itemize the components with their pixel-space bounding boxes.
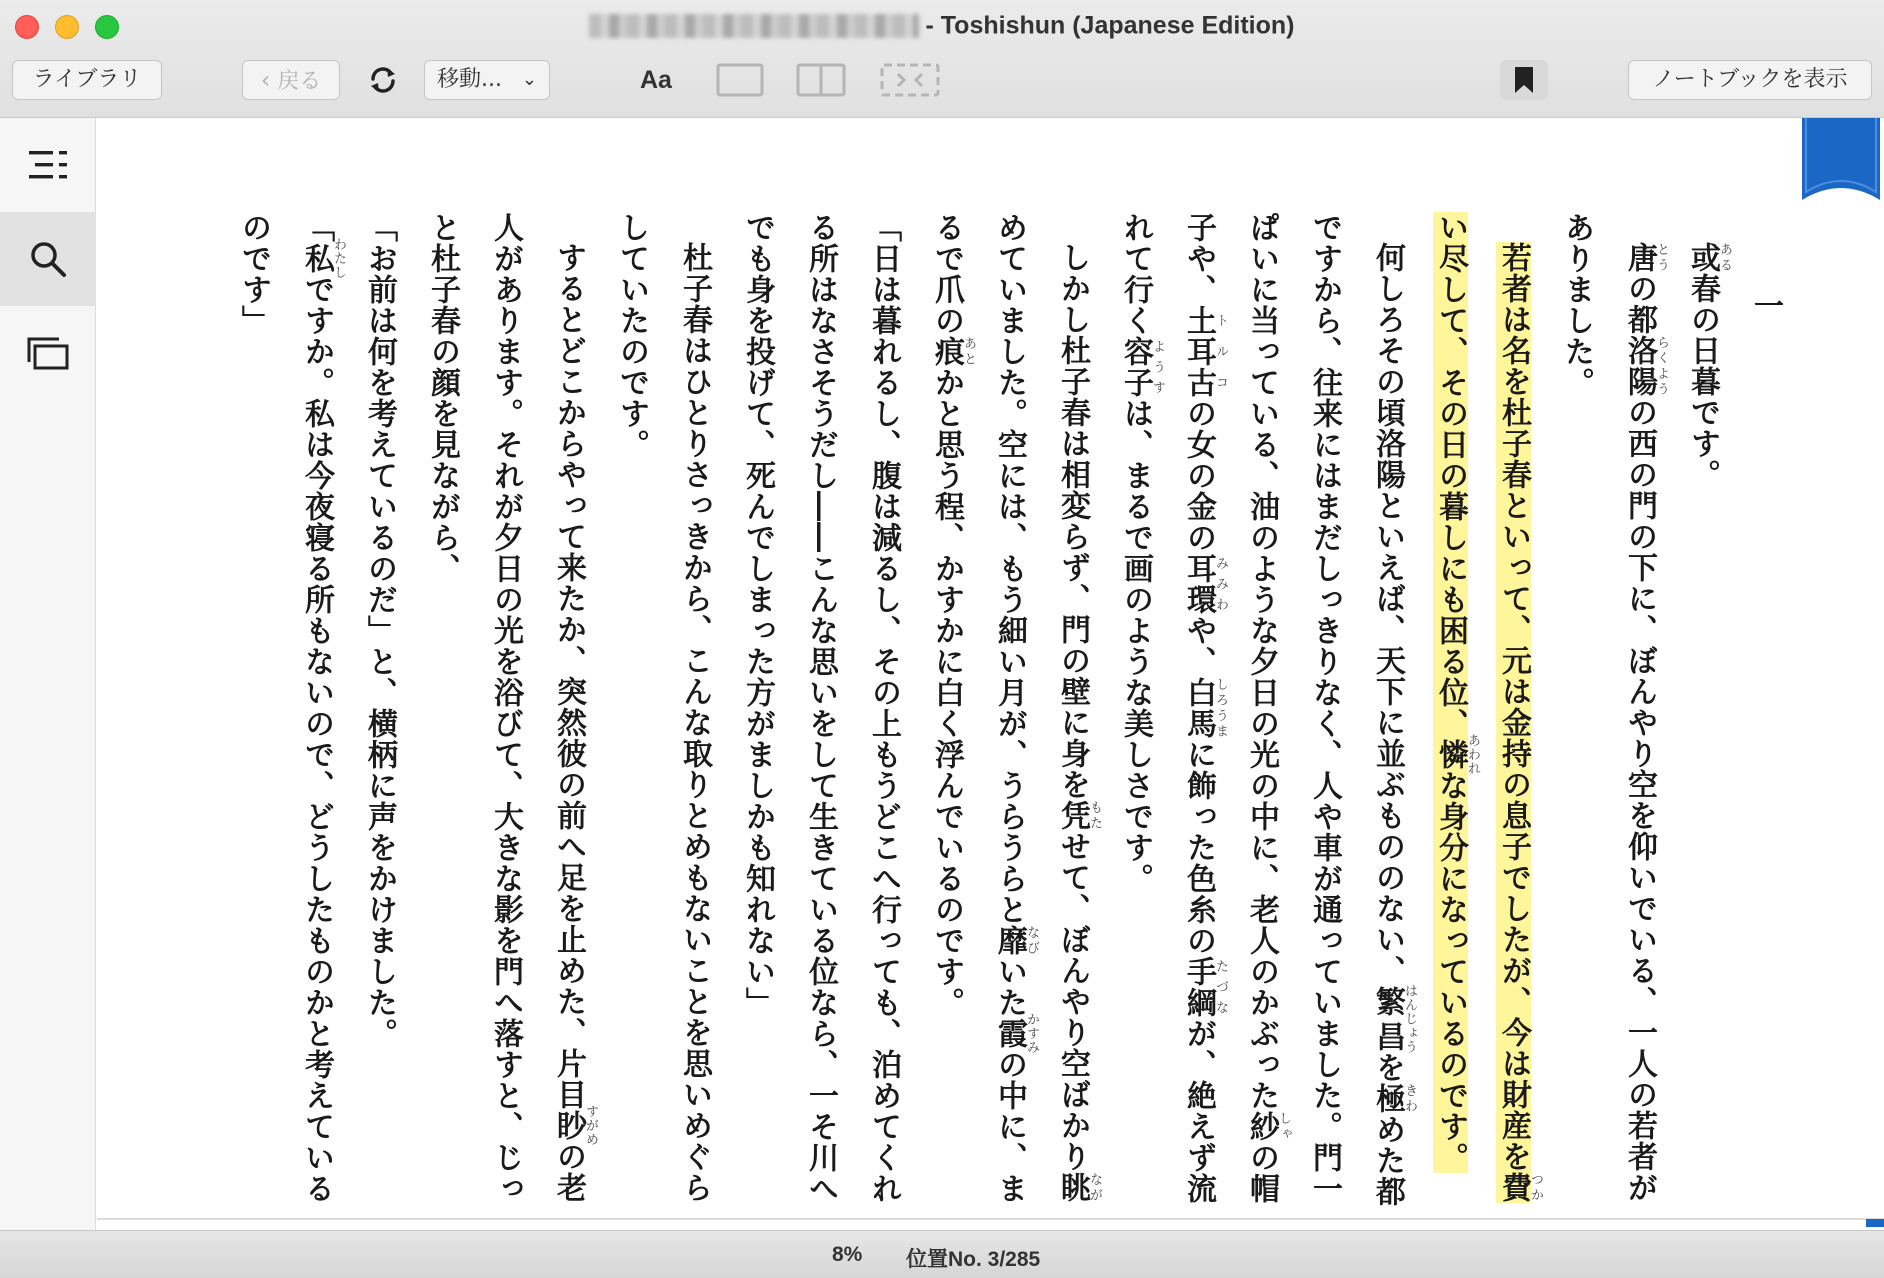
redacted-author bbox=[589, 14, 919, 38]
window-title: - Toshishun (Japanese Edition) bbox=[0, 10, 1884, 41]
chevron-down-icon: ⌄ bbox=[521, 69, 537, 90]
goto-menu-button[interactable] bbox=[424, 60, 550, 100]
font-settings-button[interactable]: Aa bbox=[640, 66, 672, 94]
search-icon bbox=[29, 240, 67, 278]
chevron-left-icon: ‹ bbox=[260, 66, 271, 94]
search-button[interactable] bbox=[0, 212, 96, 306]
reading-page[interactable] bbox=[97, 118, 1884, 1230]
progress-percent: 8% bbox=[832, 1243, 863, 1266]
paragraph: 杜子春はひとりさっきから、こんな取りとめもないことを思いめぐらしていたのです。 bbox=[614, 212, 712, 1203]
single-page-view-icon[interactable] bbox=[716, 62, 764, 98]
paragraph: するとどこからやって来たか、突然彼の前へ足を止めた、片目眇すがめの老人があります。それが夕日の光を浴びて、大きな影を門へ落すと、じっと杜子春の顔を見ながら、 bbox=[425, 212, 598, 1204]
chapter-number: 一 bbox=[1748, 290, 1783, 321]
two-page-view-icon[interactable] bbox=[796, 62, 846, 98]
scroll-view-icon[interactable] bbox=[880, 62, 940, 98]
reading-progress-marker bbox=[1866, 1219, 1884, 1227]
paragraph: 「お前は何を考えているのだ」と、横柄に声をかけました。 bbox=[362, 212, 397, 1049]
back-button[interactable] bbox=[242, 60, 340, 100]
status-bar bbox=[0, 1230, 1884, 1278]
paragraph: 「日は暮れるし、腹は減るし、その上もうどこへ行っても、泊めてくれる所はなさそうだし――こんな思いをして生きている位なら、一そ川へでも身を投げて、死んでしまった方がましかも知れない」 bbox=[740, 212, 901, 1204]
table-of-contents-icon bbox=[27, 149, 69, 181]
paragraph: 唐とうの都洛陽らくようの西の門の下に、ぼんやり空を仰いでいる、一人の若者がありました。 bbox=[1559, 212, 1669, 1203]
flashcards-icon bbox=[27, 336, 69, 370]
reader-sidebar bbox=[0, 118, 96, 1230]
bookmark-button[interactable] bbox=[1500, 60, 1548, 100]
location-number: 位置No. 3/285 bbox=[906, 1248, 1041, 1271]
show-notebook-button[interactable]: ノートブックを表示 bbox=[1628, 60, 1872, 100]
reading-progress-track[interactable] bbox=[97, 1218, 1884, 1220]
sync-button[interactable] bbox=[364, 62, 402, 98]
paragraph: 何しろその頃洛陽といえば、天下に並ぶもののない、繁昌はんじょうを極きわめた都ですから、往来にはまだしっきりなく、人や車が通っていました。門一ぱいに当っている、油のような夕日の光の中に、老人のかぶった紗しゃの帽子や、土耳古トルコの女の金の耳環みみわや、白馬しろうまに飾った色糸の手綱たづなが、絶えず流れて行く容子ようすは、まるで画のような美しさです。 bbox=[1118, 212, 1417, 1207]
goto-label: 移動... bbox=[437, 67, 502, 92]
bookmark-icon bbox=[1513, 66, 1535, 94]
table-of-contents-button[interactable] bbox=[0, 118, 96, 212]
flashcards-button[interactable] bbox=[0, 306, 96, 400]
vertical-book-text bbox=[229, 212, 1797, 1224]
window-toolbar bbox=[0, 0, 1884, 118]
paragraph: 或ある春の日暮です。 bbox=[1685, 242, 1732, 490]
paragraph: 「私わたしですか。私は今夜寝る所もないので、どうしたものかと考えているのです」 bbox=[236, 212, 346, 1204]
back-label: 戻る bbox=[277, 69, 322, 94]
page-bookmark-ribbon-icon[interactable] bbox=[1802, 118, 1880, 200]
paragraph: しかし杜子春は相変らず、門の壁に身を凭もたせて、ぼんやり空ばかり眺ながめていました。空には、もう細い月が、うらうらと靡なびいた霞かすみの中に、まるで爪の痕あとかと思う程、かすかに白く浮んでいるのです。 bbox=[929, 212, 1102, 1204]
sync-icon bbox=[364, 62, 402, 98]
library-button[interactable]: ライブラリ bbox=[12, 60, 162, 100]
highlighted-paragraph[interactable]: 若者は名を杜子春といって、元は金持の息子でしたが、今は財産を費つかい尽して、その日の暮しにも困る位、憐あわれな身分になっているのです。 bbox=[1433, 212, 1543, 1203]
